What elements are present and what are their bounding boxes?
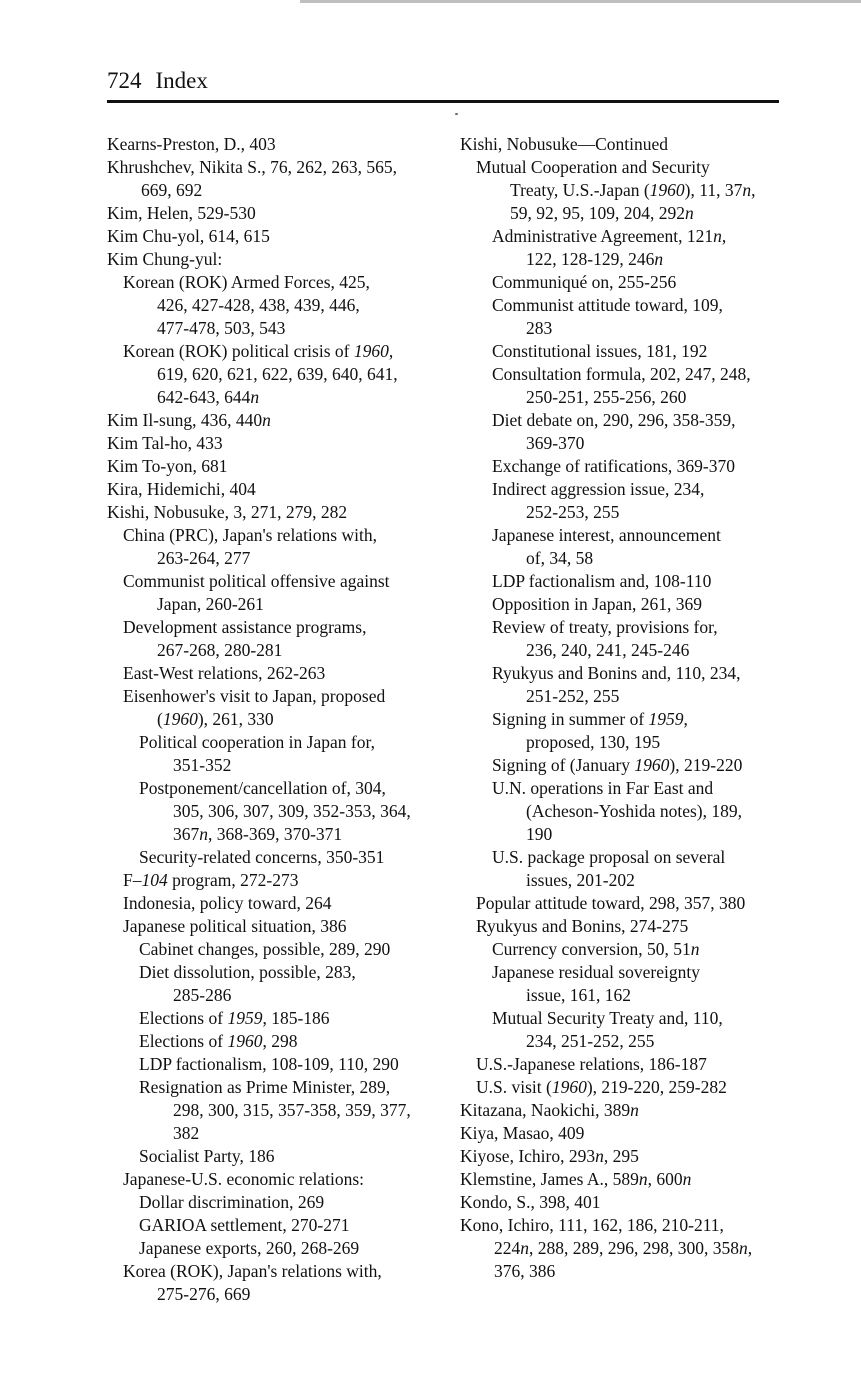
index-entry	[107, 685, 447, 731]
index-entry	[107, 248, 447, 271]
index-entry-line: Kim Tal-ho, 433	[107, 433, 223, 453]
index-entry-line: Popular attitude toward, 298, 357, 380	[476, 893, 746, 913]
index-entry	[107, 961, 447, 1007]
index-entry-line: 669, 692	[141, 180, 203, 200]
index-column-left	[107, 133, 447, 1306]
index-entry	[460, 846, 790, 892]
index-entry-line: 234, 251-252, 255	[526, 1031, 655, 1051]
index-entry-line: 252-253, 255	[526, 502, 620, 522]
index-entry-line: China (PRC), Japan's relations with,	[123, 525, 377, 545]
index-entry-line: Diet dissolution, possible, 283,	[139, 962, 356, 982]
index-entry-line: Exchange of ratifications, 369-370	[492, 456, 735, 476]
index-entry-line: 285-286	[173, 985, 232, 1005]
index-entry-line: Khrushchev, Nikita S., 76, 262, 263, 565,	[107, 157, 398, 177]
index-entry-line: 283	[526, 318, 553, 338]
index-entry-line: Japanese political situation, 386	[123, 916, 347, 936]
index-entry-line: Eisenhower's visit to Japan, proposed	[123, 686, 386, 706]
index-entry-line: Communist attitude toward, 109,	[492, 295, 723, 315]
index-entry-line: Korea (ROK), Japan's relations with,	[123, 1261, 382, 1281]
index-entry-line: Review of treaty, provisions for,	[492, 617, 718, 637]
index-entry	[460, 777, 790, 846]
index-entry-line: 224n, 288, 289, 296, 298, 300, 358n,	[494, 1238, 753, 1258]
running-header	[107, 66, 779, 96]
index-entry-line: F–104 program, 272-273	[123, 870, 299, 890]
index-entry	[460, 938, 790, 961]
index-entry	[460, 271, 790, 294]
index-entry	[107, 156, 447, 202]
header-rule	[107, 100, 779, 103]
index-entry	[460, 1099, 790, 1122]
index-entry-line: 376, 386	[494, 1261, 556, 1281]
index-entry-line: 59, 92, 95, 109, 204, 292n	[510, 203, 694, 223]
index-entry	[460, 225, 790, 271]
index-entry-line: Korean (ROK) Armed Forces, 425,	[123, 272, 370, 292]
index-entry	[460, 294, 790, 340]
index-entry	[460, 662, 790, 708]
index-entry-line: Kondo, S., 398, 401	[460, 1192, 601, 1212]
page-title: Index	[155, 68, 208, 93]
index-entry	[107, 432, 447, 455]
index-entry	[107, 225, 447, 248]
index-entry	[107, 1191, 447, 1214]
index-entry	[460, 616, 790, 662]
index-entry-line: GARIOA settlement, 270-271	[139, 1215, 350, 1235]
index-entry-line: Dollar discrimination, 269	[139, 1192, 325, 1212]
index-entry-line: Japanese exports, 260, 268-269	[139, 1238, 360, 1258]
index-entry	[460, 961, 790, 1007]
print-speck	[455, 113, 458, 115]
index-entry	[107, 1030, 447, 1053]
index-entry-line: Kira, Hidemichi, 404	[107, 479, 256, 499]
index-entry-line: Kishi, Nobusuke, 3, 271, 279, 282	[107, 502, 348, 522]
index-entry-line: 250-251, 255-256, 260	[526, 387, 687, 407]
index-entry-line: 263-264, 277	[157, 548, 251, 568]
index-entry	[107, 202, 447, 225]
index-entry-line: Kiyose, Ichiro, 293n, 295	[460, 1146, 639, 1166]
index-entry-line: Kitazana, Naokichi, 389n	[460, 1100, 639, 1120]
index-entry-line: U.S.-Japanese relations, 186-187	[476, 1054, 707, 1074]
index-entry	[460, 524, 790, 570]
index-entry-line: 351-352	[173, 755, 232, 775]
index-entry	[460, 915, 790, 938]
index-entry-line: 642-643, 644n	[157, 387, 260, 407]
index-entry-line: Kono, Ichiro, 111, 162, 186, 210-211,	[460, 1215, 724, 1235]
index-entry	[107, 846, 447, 869]
index-entry-line: Japanese-U.S. economic relations:	[123, 1169, 365, 1189]
index-entry-line: 426, 427-428, 438, 439, 446,	[157, 295, 360, 315]
index-entry	[107, 777, 447, 846]
index-entry	[107, 1007, 447, 1030]
index-entry-line: Signing in summer of 1959,	[492, 709, 688, 729]
index-entry	[107, 892, 447, 915]
index-entry	[460, 1145, 790, 1168]
index-entry-line: Diet debate on, 290, 296, 358-359,	[492, 410, 736, 430]
index-entry-line: proposed, 130, 195	[526, 732, 661, 752]
index-entry-line: Currency conversion, 50, 51n	[492, 939, 700, 959]
index-entry-line: Elections of 1960, 298	[139, 1031, 298, 1051]
index-entry-line: 267-268, 280-281	[157, 640, 283, 660]
index-entry-line: 236, 240, 241, 245-246	[526, 640, 690, 660]
index-entry-line: 122, 128-129, 246n	[526, 249, 664, 269]
index-entry	[107, 1145, 447, 1168]
index-entry-line: 305, 306, 307, 309, 352-353, 364,	[173, 801, 411, 821]
index-entry	[460, 593, 790, 616]
index-entry	[107, 271, 447, 340]
index-entry-line: 369-370	[526, 433, 585, 453]
index-entry-line: 619, 620, 621, 622, 639, 640, 641,	[157, 364, 398, 384]
index-entry	[460, 570, 790, 593]
index-entry-line: (1960), 261, 330	[157, 709, 274, 729]
index-entry-line: Kim Il-sung, 436, 440n	[107, 410, 271, 430]
index-entry-line: Mutual Security Treaty and, 110,	[492, 1008, 723, 1028]
index-entry-line: Resignation as Prime Minister, 289,	[139, 1077, 391, 1097]
index-entry-line: LDP factionalism, 108-109, 110, 290	[139, 1054, 399, 1074]
index-entry	[460, 133, 790, 156]
index-entry	[460, 156, 790, 225]
index-entry-line: 477-478, 503, 543	[157, 318, 286, 338]
index-entry	[107, 524, 447, 570]
index-entry-line: Cabinet changes, possible, 289, 290	[139, 939, 391, 959]
index-entry-line: Japan, 260-261	[157, 594, 264, 614]
index-entry-line: Japanese interest, announcement	[492, 525, 721, 545]
index-entry	[460, 409, 790, 455]
index-entry-line: Korean (ROK) political crisis of 1960,	[123, 341, 394, 361]
index-entry-line: Kim Chung-yul:	[107, 249, 223, 269]
index-entry	[107, 1237, 447, 1260]
index-entry	[460, 455, 790, 478]
index-entry	[107, 1168, 447, 1191]
index-entry	[107, 1260, 447, 1306]
index-entry	[107, 570, 447, 616]
index-entry	[107, 869, 447, 892]
index-entry-line: issue, 161, 162	[526, 985, 631, 1005]
index-entry-line: 251-252, 255	[526, 686, 620, 706]
index-entry-line: Kim, Helen, 529-530	[107, 203, 256, 223]
index-entry	[460, 1053, 790, 1076]
index-entry	[460, 1076, 790, 1099]
index-entry	[107, 340, 447, 409]
index-entry-line: Japanese residual sovereignty	[492, 962, 700, 982]
index-entry-line: 275-276, 669	[157, 1284, 251, 1304]
index-entry-line: Ryukyus and Bonins and, 110, 234,	[492, 663, 741, 683]
index-entry	[460, 1007, 790, 1053]
index-entry-line: LDP factionalism and, 108-110	[492, 571, 712, 591]
index-entry-line: Opposition in Japan, 261, 369	[492, 594, 702, 614]
index-entry-line: U.S. package proposal on several	[492, 847, 726, 867]
index-entry	[460, 478, 790, 524]
index-entry	[107, 915, 447, 938]
index-entry	[107, 409, 447, 432]
index-entry-line: issues, 201-202	[526, 870, 635, 890]
index-entry	[460, 754, 790, 777]
index-entry-line: Kim To-yon, 681	[107, 456, 228, 476]
index-entry-line: 382	[173, 1123, 200, 1143]
index-entry-line: Klemstine, James A., 589n, 600n	[460, 1169, 692, 1189]
index-entry	[460, 1191, 790, 1214]
index-entry-line: Kim Chu-yol, 614, 615	[107, 226, 270, 246]
index-entry-line: (Acheson-Yoshida notes), 189,	[526, 801, 742, 821]
index-entry	[107, 731, 447, 777]
index-entry	[460, 708, 790, 754]
index-entry-line: Communiqué on, 255-256	[492, 272, 677, 292]
index-entry	[460, 892, 790, 915]
index-entry	[107, 455, 447, 478]
index-entry-line: Socialist Party, 186	[139, 1146, 275, 1166]
index-entry-line: Security-related concerns, 350-351	[139, 847, 385, 867]
index-entry	[107, 1053, 447, 1076]
index-entry-line: Indirect aggression issue, 234,	[492, 479, 705, 499]
index-entry-line: Political cooperation in Japan for,	[139, 732, 375, 752]
index-entry-line: Consultation formula, 202, 247, 248,	[492, 364, 751, 384]
index-entry-line: Indonesia, policy toward, 264	[123, 893, 332, 913]
index-entry	[107, 478, 447, 501]
index-entry-line: Elections of 1959, 185-186	[139, 1008, 330, 1028]
index-entry	[107, 501, 447, 524]
index-entry-line: U.N. operations in Far East and	[492, 778, 714, 798]
index-entry-line: Postponement/cancellation of, 304,	[139, 778, 386, 798]
index-entry-line: Kiya, Masao, 409	[460, 1123, 585, 1143]
index-entry	[460, 1122, 790, 1145]
index-entry	[107, 133, 447, 156]
index-entry-line: Communist political offensive against	[123, 571, 390, 591]
index-entry-line: Mutual Cooperation and Security	[476, 157, 710, 177]
index-entry-line: Kishi, Nobusuke—Continued	[460, 134, 669, 154]
index-entry-line: Kearns-Preston, D., 403	[107, 134, 276, 154]
index-entry	[460, 1168, 790, 1191]
index-entry-line: of, 34, 58	[526, 548, 594, 568]
index-entry	[107, 1214, 447, 1237]
index-entry-line: 298, 300, 315, 357-358, 359, 377,	[173, 1100, 411, 1120]
index-entry-line: Treaty, U.S.-Japan (1960), 11, 37n,	[510, 180, 756, 200]
index-entry-line: 367n, 368-369, 370-371	[173, 824, 343, 844]
index-entry-line: Development assistance programs,	[123, 617, 367, 637]
page-top-edge	[300, 0, 861, 3]
index-entry	[460, 363, 790, 409]
index-entry	[460, 1214, 790, 1283]
index-entry	[107, 938, 447, 961]
index-entry-line: East-West relations, 262-263	[123, 663, 326, 683]
index-entry-line: Signing of (January 1960), 219-220	[492, 755, 743, 775]
index-entry	[107, 662, 447, 685]
index-entry-line: Ryukyus and Bonins, 274-275	[476, 916, 689, 936]
index-entry-line: U.S. visit (1960), 219-220, 259-282	[476, 1077, 727, 1097]
index-entry	[107, 616, 447, 662]
index-entry-line: Constitutional issues, 181, 192	[492, 341, 708, 361]
index-column-right	[460, 133, 790, 1283]
index-entry	[107, 1076, 447, 1145]
index-entry-line: Administrative Agreement, 121n,	[492, 226, 727, 246]
index-entry-line: 190	[526, 824, 553, 844]
page-number: 724	[107, 68, 142, 93]
index-entry	[460, 340, 790, 363]
